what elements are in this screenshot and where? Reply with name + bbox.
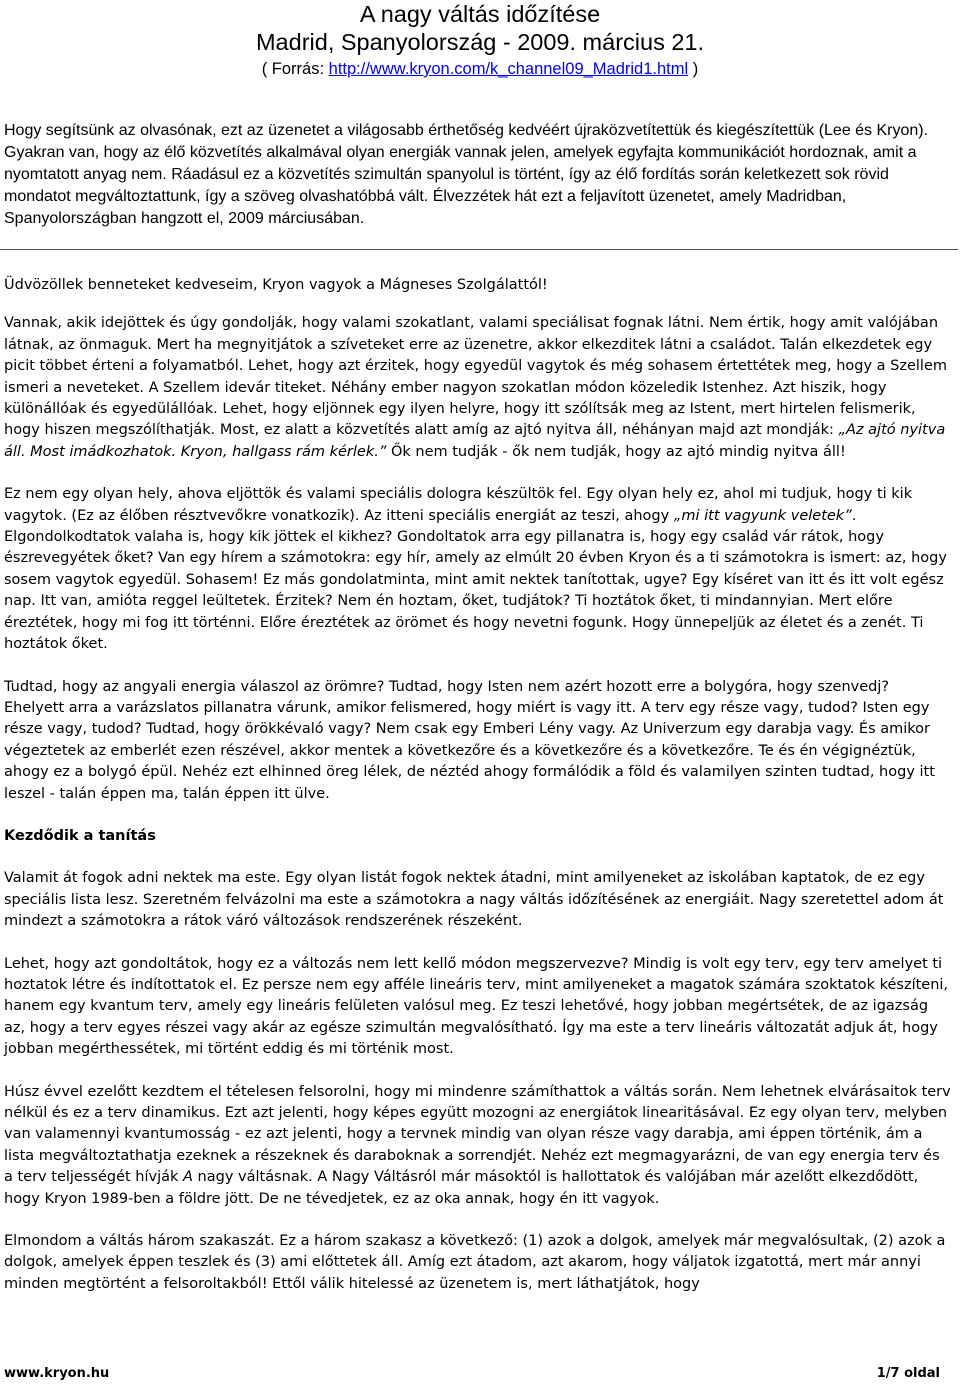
paragraph-4: Valamit át fogok adni nektek ma este. Egy olyan listát fogok nektek átadni, mint amilyeneket az iskolában kaptatok, de ez egy speciális lista lesz. Szeretném felvázolni ma este a számotokra a nagy váltás időzítésének az energiáit. Nagy szeretettel adom át mindezt a számotokra a rátok váró változások rendszerének részeként. [4,870,944,930]
source-close: ) [692,60,699,78]
paragraph-2-text-before: Ez nem egy olyan hely, ahova eljöttök és valami speciális dologra készültök fel. Egy olyan hely ez, ahol mi tudjuk, hogy ti kik vagytok. (Ez az élőben résztvevőkre vonatkozik). Az itteni speciális energiát az teszi, ahogy [4,486,913,524]
paragraph-1 [4,313,952,463]
page-footer [4,1364,940,1384]
paragraph-7: Elmondom a váltás három szakaszát. Ez a három szakasz a következő: (1) azok a dolgok, amelyek már megvalósultak, (2) azok a dolgok, amelyek éppen teszlek és (3) ami előttetek áll. Amíg ezt átadom, azt akarom, hogy váljatok izgatottá, mert már annyi minden megtörtént a felsoroltakból! Ettől válik hitelessé az üzenetem is, mert láthatjátok, hogy [4,1233,946,1292]
paragraph-3: Tudtad, hogy az angyali energia válaszol az örömre? Tudtad, hogy Isten nem azért hozott erre a bolygóra, hogy szenvedj? Ehelyett arra a varázslatos pillanatra várunk, amikor felismered, hogy miért is vagy itt. A terv egy része vagy, tudod? Isten egy része vagy, tudod? Tudtad, hogy örökkévaló vagy? Nem csak egy Emberi Lény vagy. Az Univerzum egy darabja vagy. És amikor végeztetek az emberlét ezen részével, akkor mentek a következőre és a következőre és a következőre. Te és én végignéztük, ahogy ez a bolygó épül. Nehéz ezt elhinned öreg lélek, de néztéd ahogy formálódik a föld és valamilyen szinten tudtad, hogy itt leszel - talán éppen ma, talán éppen itt ülve. [4,678,935,802]
greeting: Üdvözöllek benneteket kedveseim, Kryon vagyok a Mágneses Szolgálattól! [4,277,548,293]
paragraph-6-text-after: nagy váltásnak. A Nagy Váltásról már másoktól is hallottatok és valójában már azelőtt elkezdődött, hogy Kryon 1989-ben a földre jött. De ne tévedjetek, ez az oka annak, hogy én itt vagyok. [4,1169,919,1207]
document-header [0,0,960,82]
paragraph-1-italic-quote: „Az ajtó nyitva áll. Most imádkozhatok. Kryon, hallgass rám kérlek.” [4,422,946,460]
footer-site: www.kryon.hu [4,1366,110,1381]
source-link[interactable]: http://www.kryon.com/k_channel09_Madrid1.html [328,60,689,78]
paragraph-2-text-after: . Elgondolkodtatok valaha is, hogy kik jöttek el kikhez? Gondoltatok arra egy pillanatra is, hogy egy család vár rátok, hogy észrevegyétek őket? Van egy hírem a számotokra: egy hír, amely az elmúlt 20 évben Kryon és a ti számotokra is ismert: az, hogy sosem vagytok egyedül. Sohasem! Ez más gondolatminta, mint amit nektek tanítottak, ugye? Egy kíséret van itt és itt volt egész nap. Itt van, amióta reggel leültetek. Érzitek? Nem én hoztam, őket, tudjátok? Ti hoztátok őket, ti mindannyian. Mert előre éreztétek, hogy mi fog itt történni. Előre éreztétek az örömet és hogy nevetni fogunk. Hogy ünnepeljük az életet és a zenét. Ti hoztátok őket. [4,507,947,653]
paragraph-5: Lehet, hogy azt gondoltátok, hogy ez a változás nem lett kellő módon megszervezve? Mindig is volt egy terv, egy terv amelyet ti hoztatok létre és indítottatok el. Ez persze nem egy afféle lineáris terv, mint amilyeneket a magatok számára szoktatok készíteni, hanem egy kvantum terv, amely egy lineáris felületen valósul meg. Ez teszi lehetővé, hogy jobban megértsétek, de az igazság az, hogy a terv egyes részei vagy akár az egésze szimultán megvalósítható. Így ma este a terv lineáris változatát adjuk át, hogy jobban megérthessétek, mi történt eddig és mi történik most. [4,955,949,1058]
paragraph-1-text-before: Vannak, akik idejöttek és úgy gondolják, hogy valami szokatlant, valami speciálisat fognak látni. Nem értik, hogy amit valójában látnak, az önmaguk. Mert ha megnyitjátok a szíveteket erre az üzenetre, akkor elkezditek látni a családot. Talán elkezdetek egy picit többet érteni a folyamatból. Lehet, hogy azt érzitek, hogy egyedül vagytok és még sohasem értettétek meg, hogy a Szellem ismeri a neveteket. A Szellem idevár titeket. Néhány ember nagyon szokatlan módon közeledik Istenhez. Azt hiszik, hogy különállóak és egyedülállóak. Lehet, hogy eljönnek egy ilyen helyre, hogy itt szólítsák meg az Istent, mert hirtelen felismerik, hogy hiszen megszólíthatják. Most, ez alatt a közvetítés alatt amíg az ajtó nyitva áll, néhányan majd azt mondják: [4,315,947,439]
footer-page-number: 1/7 oldal [876,1366,940,1381]
message-body [0,275,960,1295]
page-subtitle: Madrid, Spanyolország - 2009. március 21. [255,29,705,55]
page-title: A nagy váltás időzítése [359,1,601,27]
intro-paragraph: Hogy segítsünk az olvasónak, ezt az üzenetet a világosabb érthetőség kedvéért újraközvetítettük és kiegészítettük (Lee és Kryon). Gyakran van, hogy az élő közvetítés alkalmával olyan energiák vannak jelen, amelyek egyfajta kommunikációt hordoznak, amit a nyomtatott anyag nem. Ráadásul ez a közvetítés szimultán spanyolul is történt, így az élő fordítás során keletkezett sok rövid mondatot megváltoztattunk, így a szöveg olvashatóbbá vált. Élvezzétek hát ezt a feljavított üzenetet, amely Madridban, Spanyolországban hangzott el, 2009 márciusában. [4,122,929,227]
paragraph-1-text-after: Ők nem tudják - ők nem tudják, hogy az ajtó mindig nyitva áll! [386,443,846,460]
source-line [0,56,960,82]
paragraph-6 [4,1082,952,1210]
paragraph-2-italic-quote: „mi itt vagyunk veletek” [673,507,852,524]
section-heading: Kezdődik a tanítás [4,827,156,844]
source-open: ( Forrás: [261,60,325,78]
horizontal-rule [0,249,958,250]
paragraph-6-text-before: Húsz évvel ezelőtt kezdtem el tételesen felsorolni, hogy mi mindenre számíthattok a váltás során. Nem lehetnek elvárásaitok terv nélkül és ez a terv dinamikus. Ezt azt jelenti, hogy képes együtt mozogni az energiátok linearitásával. Ez egy olyan terv, melyben van valamennyi kvantumosság - ez azt jelenti, hogy a tervnek mindig van olyan része vagy darabja, ami éppen történik, ám a lista megváltoztathatja ezeknek a részeknek és daraboknak a sorrendjét. Nehéz ezt megmagyarázni, de van egy energia terv és a terv teljességét hívják [4,1083,951,1186]
paragraph-2 [4,484,952,655]
paragraph-6-italic-word: A [183,1169,193,1186]
